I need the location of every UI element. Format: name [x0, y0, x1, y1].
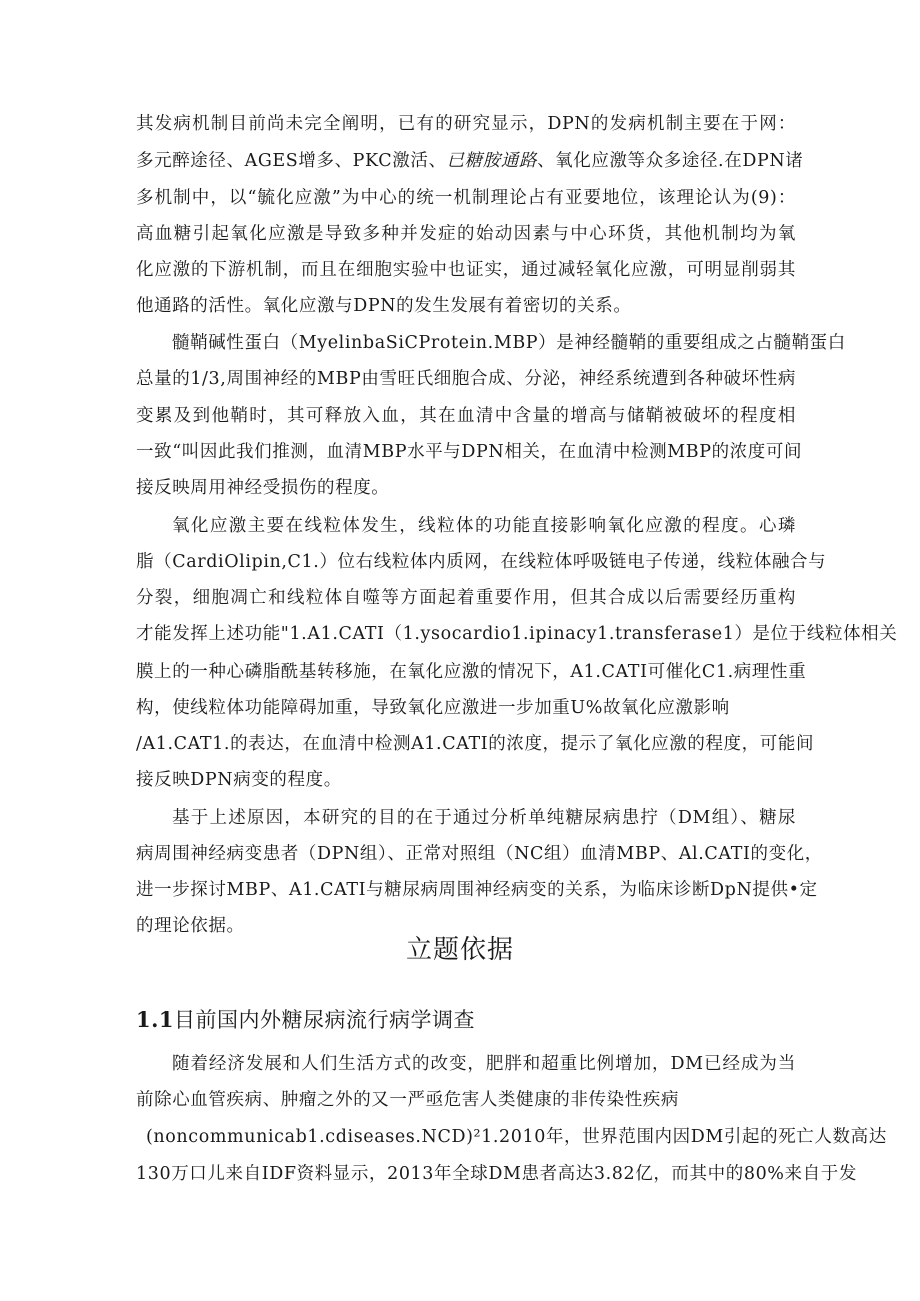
body-text-line: 氧化应激主要在线粒体发生，线粒体的功能直接影响氧化应激的程度。心璘 [172, 516, 796, 536]
body-text-line: 多机制中，以“毓化应激”为中心的统一机制理论占有亚要地位，该理论认为(9)： [136, 188, 796, 208]
body-text-line: 化应激的下游机制，而且在细胞实验中也证实，通过减轻氧化应激，可明显削弱其 [136, 260, 796, 280]
body-text-line: (noncommunicab1.cdiseases.NCD)²1.2010年，世界范围内因DM引起的死亡人数高达 [146, 1127, 887, 1147]
body-text-line [136, 149, 804, 173]
body-text-line: 病周围神经病变患者（DPN组）、正常对照组（NC组）血清MBP、Al.CATI的变化， [136, 844, 823, 864]
body-text-line: 基于上述原因，本研究的目的在于通过分析单纯糖尿病患拧（DM组）、糖尿 [172, 808, 796, 828]
body-text-line: 构，使线粒体功能障碍加重，导致氧化应激进一步加重U%故氧化应激影响 [136, 698, 730, 718]
italic-term: 已糖胺通路 [446, 151, 538, 171]
body-text-line: 髓鞘碱性蛋白（MyelinbaSiCProtein.MBP）是神经髓鞘的重要组成之占髓鞘蛋白 [172, 333, 846, 353]
body-text-line: 其发病机制目前尚未完全阐明，已有的研究显示，DPN的发病机制主要在于网： [136, 114, 796, 134]
body-text-line: 130万口儿来自IDF资料显示，2013年全球DM患者高达3.82亿，而其中的80%来自于发 [136, 1164, 857, 1184]
body-text-line: 一致“叫因此我们推测，血清MBP水平与DPN相关，在血清中检测MBP的浓度可间 [136, 442, 803, 462]
body-text-line: 的理论依据。 [136, 916, 245, 936]
body-text-segment: 多元醉途径、AGES增多、PKC激活、 [136, 151, 447, 171]
body-text-line: 变累及到他鞘时，其可释放入血，其在血清中含量的增高与储鞘被破坏的程度相 [136, 406, 796, 426]
body-text-line: 脂（CardiOlipin,C1.）位右线粒体内质网，在线粒体呼吸链电子传递，线粒体融合与 [136, 552, 827, 572]
body-text-line: 膜上的一种心磷脂酰基转移施，在氧化应激的情况下，A1.CATI可催化C1.病理性重 [136, 662, 807, 682]
body-text-line: 分裂，细胞凋亡和线粒体自噬等方面起着重要作用，但其合成以后需要经历重构 [136, 588, 796, 608]
body-text-line: 接反映DPN病变的程度。 [136, 770, 342, 790]
section-heading [136, 1006, 475, 1034]
body-text-line: 随着经济发展和人们生活方式的改变，肥胖和超重比例增加，DM已经成为当 [172, 1054, 796, 1074]
body-text-line: 进一步探讨MBP、A1.CATI与糖尿病周围神经病变的关系，为临床诊断DpN提供•定 [136, 880, 818, 900]
body-text-line: /A1.CAT1.的表达，在血清中检测A1.CATI的浓度，提示了氧化应激的程度，可能间 [136, 734, 815, 754]
body-text-line: 总量的1/3,周围神经的MBP由雪旺氏细胞合成、分泌，神经系统遭到各种破坏性病 [136, 369, 796, 389]
body-text-line: 高血糖引起氧化应激是导致多种并发症的始动因素与中心环货，其他机制均为氧 [136, 224, 796, 244]
body-text-line: 他通路的活性。氧化应激与DPN的发生发展有着密切的关系。 [136, 296, 632, 316]
body-text-line: 才能发挥上述功能"1.A1.CATI（1.ysocardio1.ipinacy1.transferase1）是位于线粒体相关 [136, 624, 898, 644]
body-text-line: 前除心血管疾病、肿瘤之外的又一严亟危害人类健康的非传染性疾病 [136, 1090, 679, 1110]
body-text-line: 接反映周用神经受损伤的程度。 [136, 478, 390, 498]
page-title: 立题依据 [405, 935, 514, 965]
body-text-segment: 、氧化应激等众多途径.在DPN诸 [537, 151, 804, 171]
section-number: 1.1 [136, 1007, 175, 1032]
section-title: 目前国内外糖尿病流行病学调查 [174, 1008, 476, 1032]
